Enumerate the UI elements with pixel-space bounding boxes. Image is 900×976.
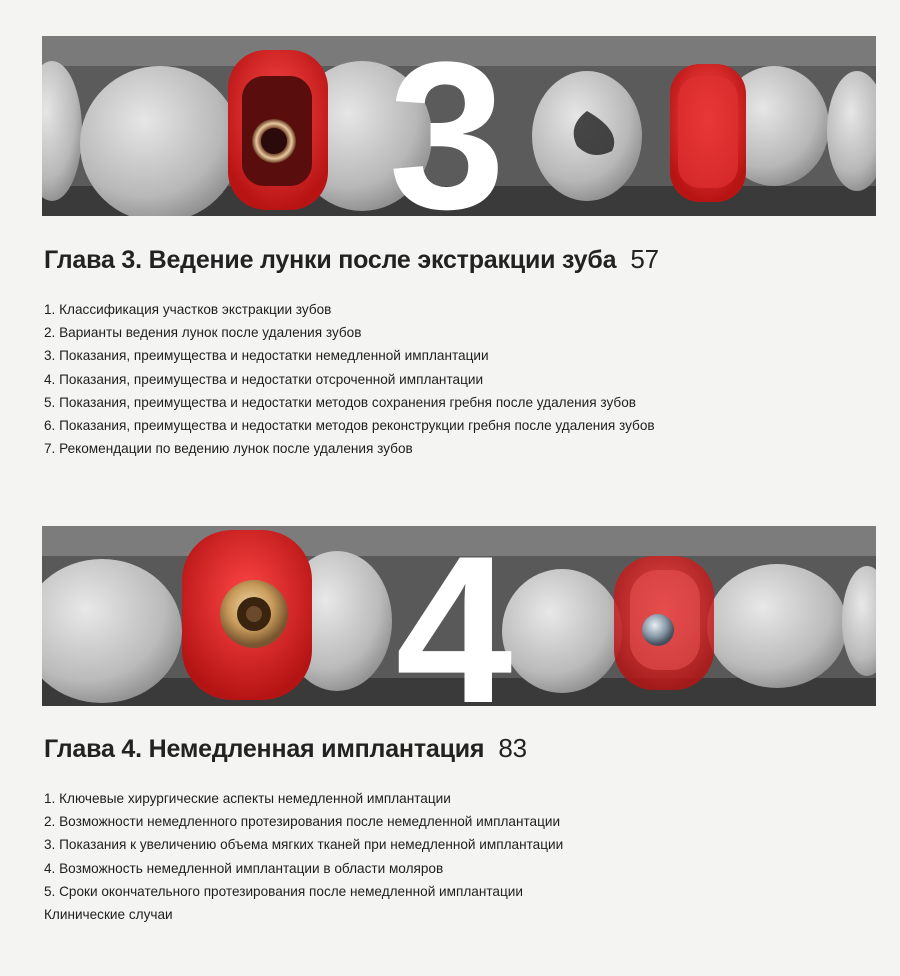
toc-item: 3. Показания, преимущества и недостатки немедленной имплантации [44, 348, 489, 364]
toc-item: 4. Возможность немедленной имплантации в области моляров [44, 860, 444, 876]
toc-item: 2. Возможности немедленного протезирования после немедленной имплантации [44, 814, 561, 830]
chapter-3-large-numeral: 3 [388, 36, 506, 216]
chapter-3-banner-image [42, 36, 876, 216]
toc-item: 6. Показания, преимущества и недостатки методов реконструкции гребня после удаления зубов [44, 417, 655, 433]
chapter-3-title-text: Глава 3. Ведение лунки после экстракции зуба [44, 246, 617, 274]
toc-item: 1. Классификация участков экстракции зубов [44, 302, 332, 317]
chapter-4-title [44, 733, 527, 764]
chapter-3-title [44, 244, 659, 275]
chapter-3-contents-list [44, 298, 655, 460]
toc-item: Клинические случаи [44, 906, 173, 922]
chapter-4-page-number: 83 [498, 733, 527, 763]
chapter-4-large-numeral: 4 [395, 526, 513, 706]
chapter-3-page-number: 57 [630, 244, 659, 274]
chapter-4-title-text: Глава 4. Немедленная имплантация [44, 735, 485, 763]
toc-item: 2. Варианты ведения лунок после удаления зубов [44, 325, 362, 341]
toc-item: 5. Сроки окончательного протезирования после немедленной имплантации [44, 883, 523, 899]
toc-item: 3. Показания к увеличению объема мягких тканей при немедленной имплантации [44, 837, 564, 853]
chapter-4-contents-list [44, 787, 563, 926]
toc-item: 7. Рекомендации по ведению лунок после удаления зубов [44, 441, 413, 457]
toc-item: 1. Ключевые хирургические аспекты немедленной имплантации [44, 791, 451, 806]
dental-model-photo-4 [42, 526, 876, 706]
dental-model-photo-3 [42, 36, 876, 216]
chapter-4-banner-image [42, 526, 876, 706]
toc-item: 5. Показания, преимущества и недостатки методов сохранения гребня после удаления зубов [44, 394, 636, 410]
toc-item: 4. Показания, преимущества и недостатки отсроченной имплантации [44, 371, 484, 387]
